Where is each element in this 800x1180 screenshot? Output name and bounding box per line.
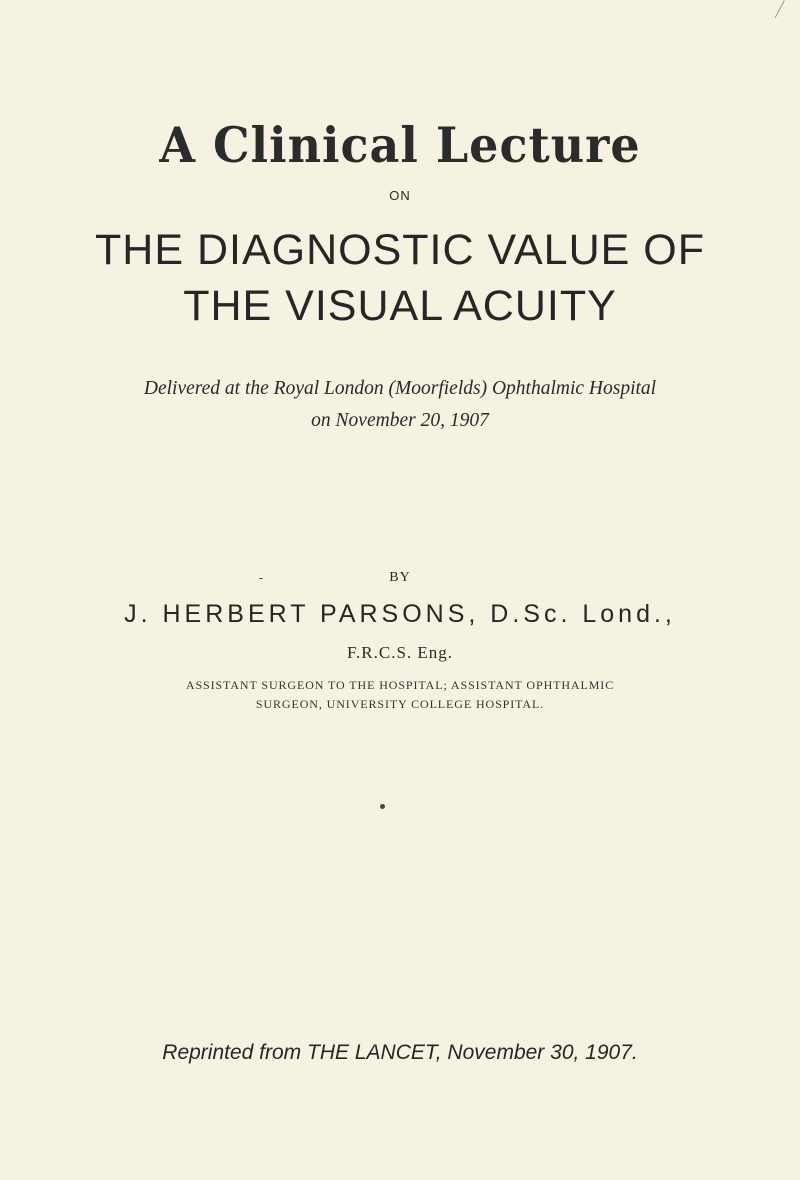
reprint-note: Reprinted from THE LANCET, November 30, 1907.	[162, 1041, 638, 1064]
author-qualifications: F.R.C.S. Eng.	[346, 643, 454, 662]
lecture-heading: A Clinical Lecture	[159, 116, 641, 174]
author-position-line-2: SURGEON, UNIVERSITY COLLEGE HOSPITAL.	[255, 697, 545, 711]
by-label: BY	[389, 570, 411, 585]
delivered-line-2: on November 20, 1907	[311, 410, 489, 431]
title-line-1: THE DIAGNOSTIC VALUE OF	[95, 226, 705, 274]
title-line-2: THE VISUAL ACUITY	[183, 282, 617, 330]
delivered-line-1: Delivered at the Royal London (Moorfields) Ophthalmic Hospital	[143, 378, 657, 399]
page-edge-mark	[775, 0, 785, 18]
ink-speck	[259, 578, 263, 579]
on-label: ON	[389, 188, 411, 203]
author-name: J. HERBERT PARSONS, D.Sc. Lond.,	[124, 600, 676, 628]
author-position-line-1: ASSISTANT SURGEON TO THE HOSPITAL; ASSISTANT OPHTHALMIC	[185, 678, 615, 692]
ink-speck	[380, 804, 385, 809]
